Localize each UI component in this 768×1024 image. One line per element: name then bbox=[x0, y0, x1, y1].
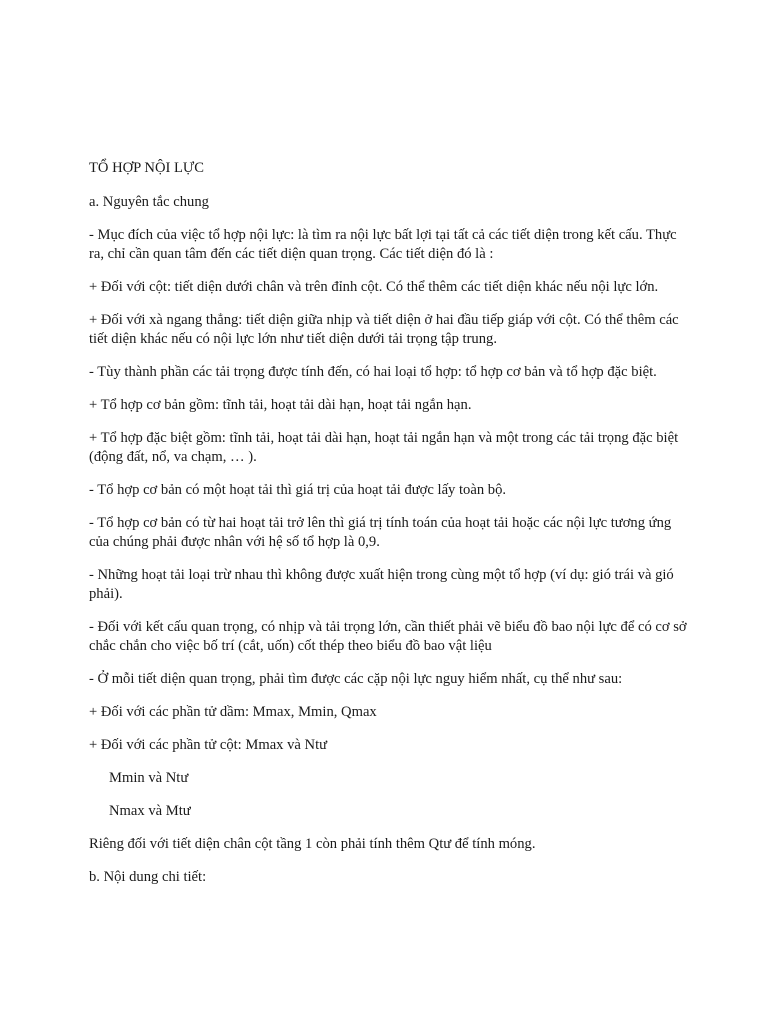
section-heading-a: a. Nguyên tắc chung bbox=[89, 194, 209, 210]
paragraph: - Mục đích của việc tổ hợp nội lực: là tìm ra nội lực bất lợi tại tất cả các tiết diện trong kết cấu. Thực ra, chỉ cần quan tâm đến các tiết diện quan trọng. Các tiết diện đó là : bbox=[89, 227, 677, 262]
paragraph: + Tổ hợp đặc biệt gồm: tĩnh tải, hoạt tải dài hạn, hoạt tải ngắn hạn và một trong các tải trọng đặc biệt (động đất, nổ, va chạm, … ). bbox=[89, 430, 679, 465]
paragraph: - Tổ hợp cơ bản có một hoạt tải thì giá trị của hoạt tải được lấy toàn bộ. bbox=[89, 482, 507, 498]
paragraph: + Đối với các phần tử cột: Mmax và Ntư bbox=[89, 737, 328, 753]
paragraph: - Tổ hợp cơ bản có từ hai hoạt tải trở lên thì giá trị tính toán của hoạt tải hoặc các nội lực tương ứng của chúng phải được nhân với hệ số tổ hợp là 0,9. bbox=[89, 515, 672, 550]
paragraph: + Đối với cột: tiết diện dưới chân và trên đỉnh cột. Có thể thêm các tiết diện khác nếu nội lực lớn. bbox=[89, 279, 659, 295]
paragraph: + Đối với xà ngang thẳng: tiết diện giữa nhịp và tiết diện ở hai đầu tiếp giáp với cột. Có thể thêm các tiết diện khác nếu có nội lực lớn như tiết diện dưới tải trọng tập trung. bbox=[89, 312, 679, 347]
indented-line: Mmin và Ntư bbox=[109, 770, 189, 786]
paragraph: - Đối với kết cấu quan trọng, có nhịp và tải trọng lớn, cần thiết phải vẽ biểu đồ bao nội lực để có cơ sở chắc chắn cho việc bố trí (cắt, uốn) cốt thép theo biểu đồ bao vật liệu bbox=[89, 619, 687, 654]
indented-line: Nmax và Mtư bbox=[109, 803, 191, 819]
paragraph: - Ở mỗi tiết diện quan trọng, phải tìm được các cặp nội lực nguy hiểm nhất, cụ thể như sau: bbox=[89, 671, 623, 687]
closing-paragraph: Riêng đối với tiết diện chân cột tầng 1 còn phải tính thêm Qtư để tính móng. bbox=[89, 836, 536, 852]
document-title: TỔ HỢP NỘI LỰC bbox=[89, 160, 204, 176]
section-heading-b: b. Nội dung chi tiết: bbox=[89, 869, 207, 885]
paragraph: - Những hoạt tải loại trừ nhau thì không được xuất hiện trong cùng một tổ hợp (ví dụ: gió trái và gió phải). bbox=[89, 567, 674, 602]
paragraph: + Đối với các phần tử dầm: Mmax, Mmin, Qmax bbox=[89, 704, 377, 720]
paragraph: - Tùy thành phần các tải trọng được tính đến, có hai loại tổ hợp: tổ hợp cơ bản và tổ hợp đặc biệt. bbox=[89, 364, 657, 380]
document-content bbox=[89, 159, 689, 901]
paragraph: + Tổ hợp cơ bản gồm: tĩnh tải, hoạt tải dài hạn, hoạt tải ngắn hạn. bbox=[89, 397, 472, 413]
